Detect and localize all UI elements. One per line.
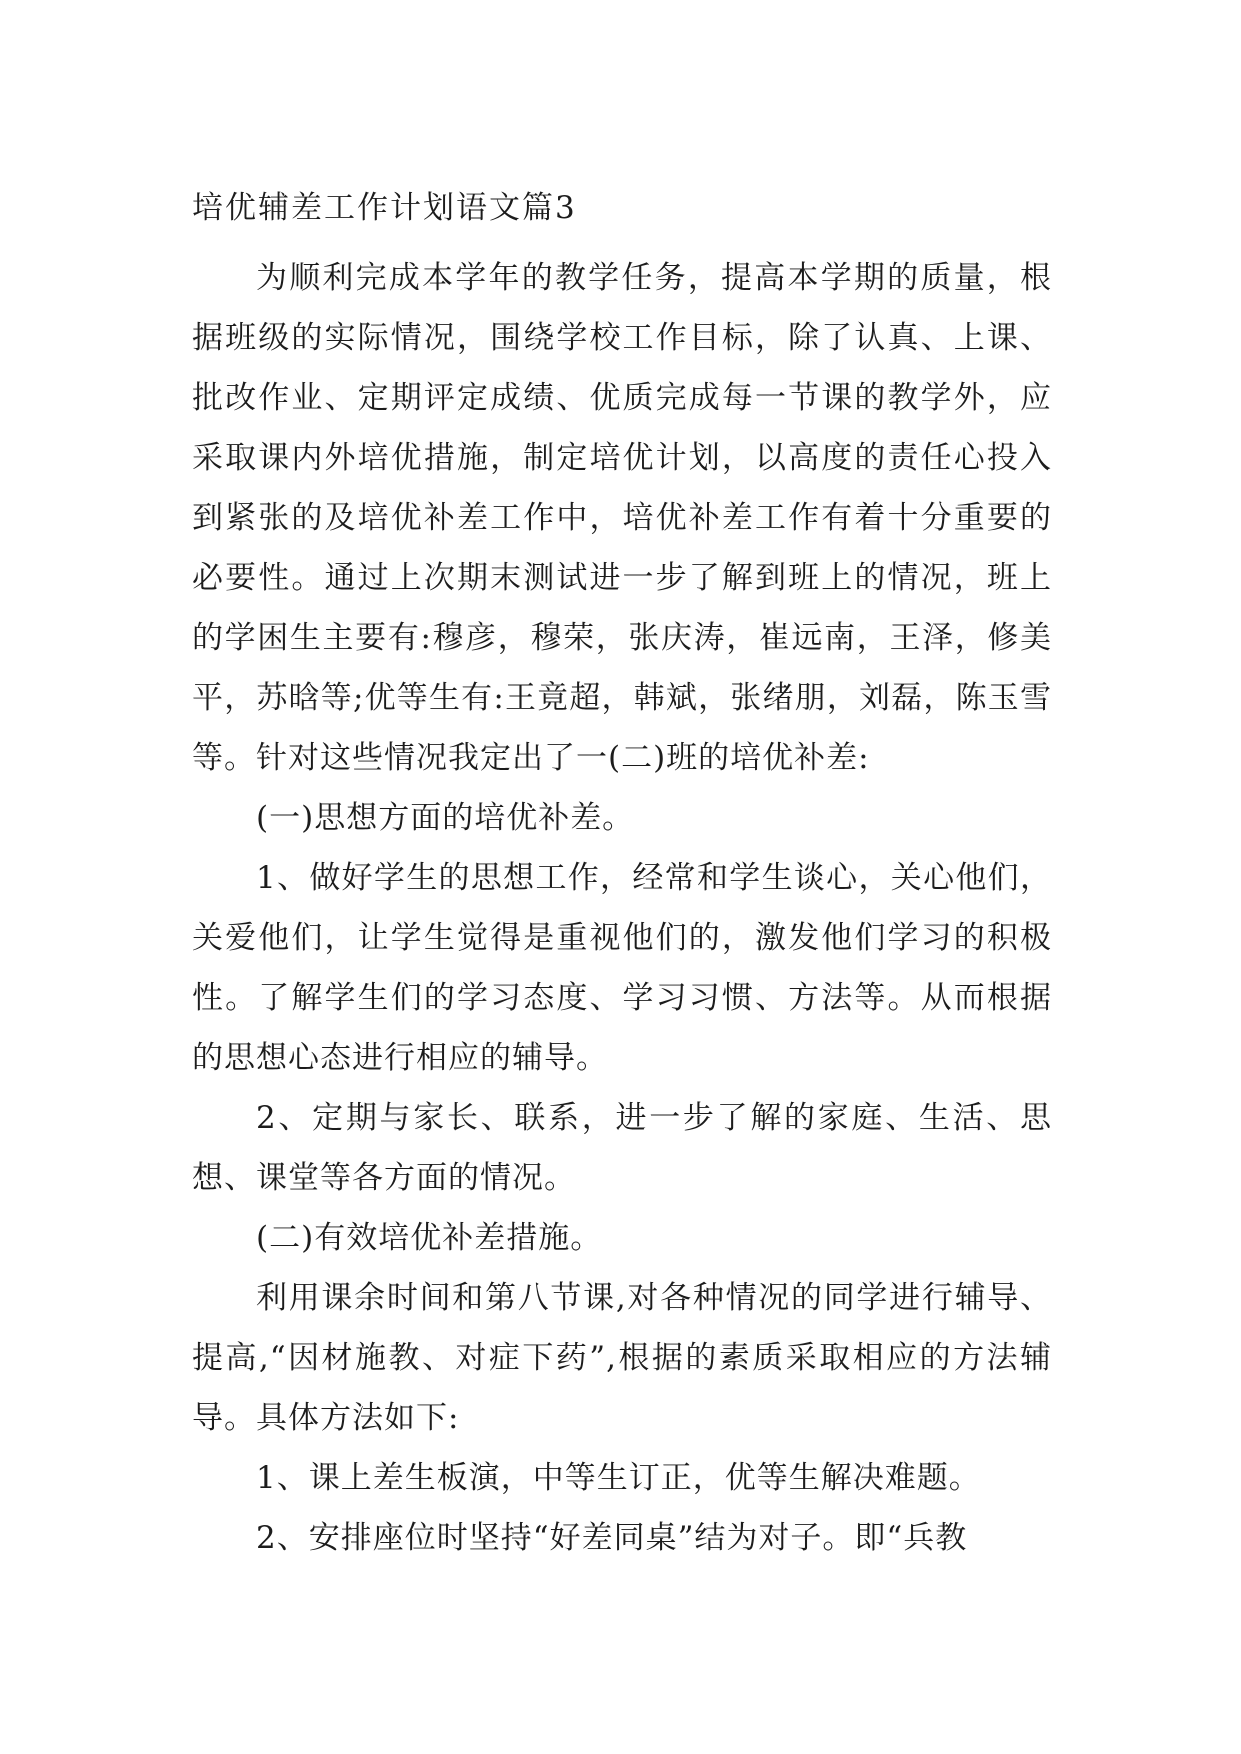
document-title: 培优辅差工作计划语文篇3 [192,190,577,226]
paragraph-thought-item-1: 1、做好学生的思想工作，经常和学生谈心，关心他们，关爱他们，让学生觉得是重视他们的，激发他们学习的积极性。了解学生们的学习态度、学习习惯、方法等。从而根据的思想心态进行相应的辅导。 [192,860,1052,1076]
section-heading-measures: (二)有效培优补差措施。 [256,1220,603,1256]
paragraph-thought-item-2: 2、定期与家长、联系，进一步了解的家庭、生活、思想、课堂等各方面的情况。 [192,1100,1052,1196]
paragraph-measures-item-2: 2、安排座位时坚持“好差同桌”结为对子。即“兵教 [256,1520,968,1556]
paragraph-measures-intro: 利用课余时间和第八节课,对各种情况的同学进行辅导、提高,“因材施教、对症下药”,根据的素质采取相应的方法辅导。具体方法如下: [192,1280,1052,1436]
paragraph-intro: 为顺利完成本学年的教学任务，提高本学期的质量，根据班级的实际情况，围绕学校工作目标，除了认真、上课、批改作业、定期评定成绩、优质完成每一节课的教学外，应采取课内外培优措施，制定培优计划，以高度的责任心投入到紧张的及培优补差工作中，培优补差工作有着十分重要的必要性。通过上次期末测试进一步了解到班上的情况，班上的学困生主要有:穆彦，穆荣，张庆涛，崔远南，王泽，修美平，苏晗等;优等生有:王竟超，韩斌，张绪朋，刘磊，陈玉雪等。针对这些情况我定出了一(二)班的培优补差: [192,260,1052,776]
section-heading-thought: (一)思想方面的培优补差。 [256,800,635,836]
document-body [192,188,1052,1568]
paragraph-measures-item-1: 1、课上差生板演，中等生订正，优等生解决难题。 [256,1460,981,1496]
